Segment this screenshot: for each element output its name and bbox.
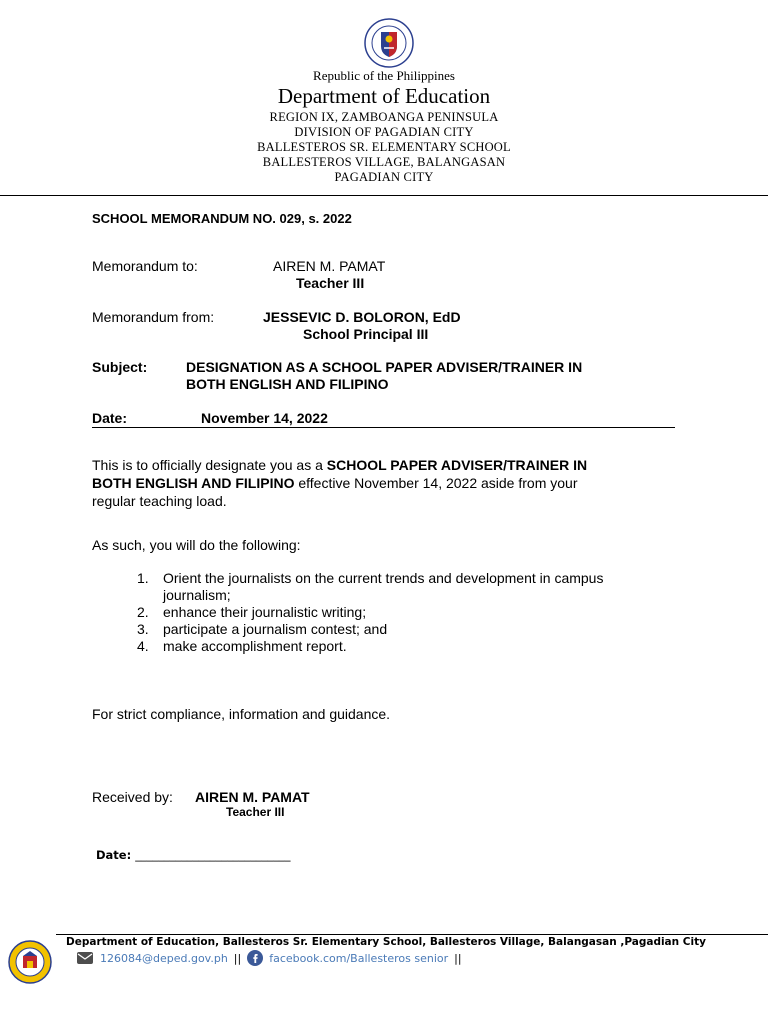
task-item <box>137 570 697 604</box>
memo-to-title: Teacher III <box>296 275 365 291</box>
intro-bold-role: SCHOOL PAPER ADVISER/TRAINER IN <box>326 457 588 473</box>
city-label: PAGADIAN CITY <box>334 170 434 184</box>
memo-from-title: School Principal III <box>303 326 429 342</box>
date-divider <box>92 427 675 428</box>
intro-line-2 <box>92 474 692 492</box>
facebook-link[interactable]: facebook.com/Ballesteros senior <box>269 951 449 965</box>
received-date-row <box>96 848 290 862</box>
school-label: BALLESTEROS SR. ELEMENTARY SCHOOL <box>257 140 511 154</box>
footer-separator-end: || <box>454 951 462 965</box>
compliance-text: For strict compliance, information and guidance. <box>92 706 391 722</box>
memo-from-label: Memorandum from: <box>92 309 215 325</box>
department-title: Department of Education <box>277 84 491 108</box>
footer-separator: || <box>233 951 242 965</box>
task-number: 3. <box>137 621 149 637</box>
subject-line-1: DESIGNATION AS A SCHOOL PAPER ADVISER/TRAINER IN <box>186 359 583 375</box>
address-label: BALLESTEROS VILLAGE, BALANGASAN <box>262 155 506 169</box>
deped-seal-logo <box>364 18 414 68</box>
intro-line-3: regular teaching load. <box>92 493 227 509</box>
footer-contact-row <box>76 950 462 966</box>
received-by-label: Received by: <box>92 789 173 805</box>
intro-bold-languages: BOTH ENGLISH AND FILIPINO <box>92 475 295 491</box>
memo-number: SCHOOL MEMORANDUM NO. 029, s. 2022 <box>92 211 352 226</box>
task-text: make accomplishment report. <box>163 638 347 654</box>
task-number: 1. <box>137 570 149 586</box>
memo-to-name: AIREN M. PAMAT <box>273 258 386 274</box>
division-label: DIVISION OF PAGADIAN CITY <box>294 125 474 139</box>
task-number: 2. <box>137 604 149 620</box>
date-label: Date: <box>92 410 128 426</box>
footer-address: Department of Education, Ballesteros Sr. Elementary School, Ballesteros Village, Balangasan ,Pagadian City <box>66 936 706 948</box>
received-date-label: Date: <box>96 848 136 862</box>
date-value: November 14, 2022 <box>201 410 328 426</box>
school-logo <box>8 940 52 984</box>
memo-from-name: JESSEVIC D. BOLORON, EdD <box>263 309 461 325</box>
email-icon <box>76 951 94 965</box>
intro-paragraph <box>92 456 692 510</box>
task-text-continued: journalism; <box>163 587 231 603</box>
received-date-line: ___________________________ <box>135 848 291 862</box>
received-by-title: Teacher III <box>226 805 285 819</box>
task-number: 4. <box>137 638 149 654</box>
memo-to-label: Memorandum to: <box>92 258 198 274</box>
facebook-icon <box>247 950 263 966</box>
region-label: REGION IX, ZAMBOANGA PENINSULA <box>269 110 499 124</box>
task-text: Orient the journalists on the current trends and development in campus <box>163 570 604 586</box>
email-link[interactable]: 126084@deped.gov.ph <box>100 951 228 965</box>
task-list <box>137 570 697 655</box>
task-item <box>137 638 697 655</box>
task-item <box>137 604 697 621</box>
intro-pre-text: This is to officially designate you as a <box>92 457 327 473</box>
intro-line-1 <box>92 456 692 474</box>
task-item <box>137 621 697 638</box>
as-such-text: As such, you will do the following: <box>92 537 301 553</box>
subject-label: Subject: <box>92 359 148 375</box>
republic-label: Republic of the Philippines <box>313 68 455 83</box>
intro-post-text: effective November 14, 2022 aside from your <box>294 475 578 491</box>
footer-divider <box>56 934 768 935</box>
received-by-name: AIREN M. PAMAT <box>195 789 310 805</box>
task-text: participate a journalism contest; and <box>163 621 388 637</box>
header-divider <box>0 195 768 196</box>
task-text: enhance their journalistic writing; <box>163 604 367 620</box>
subject-line-2: BOTH ENGLISH AND FILIPINO <box>186 376 389 392</box>
